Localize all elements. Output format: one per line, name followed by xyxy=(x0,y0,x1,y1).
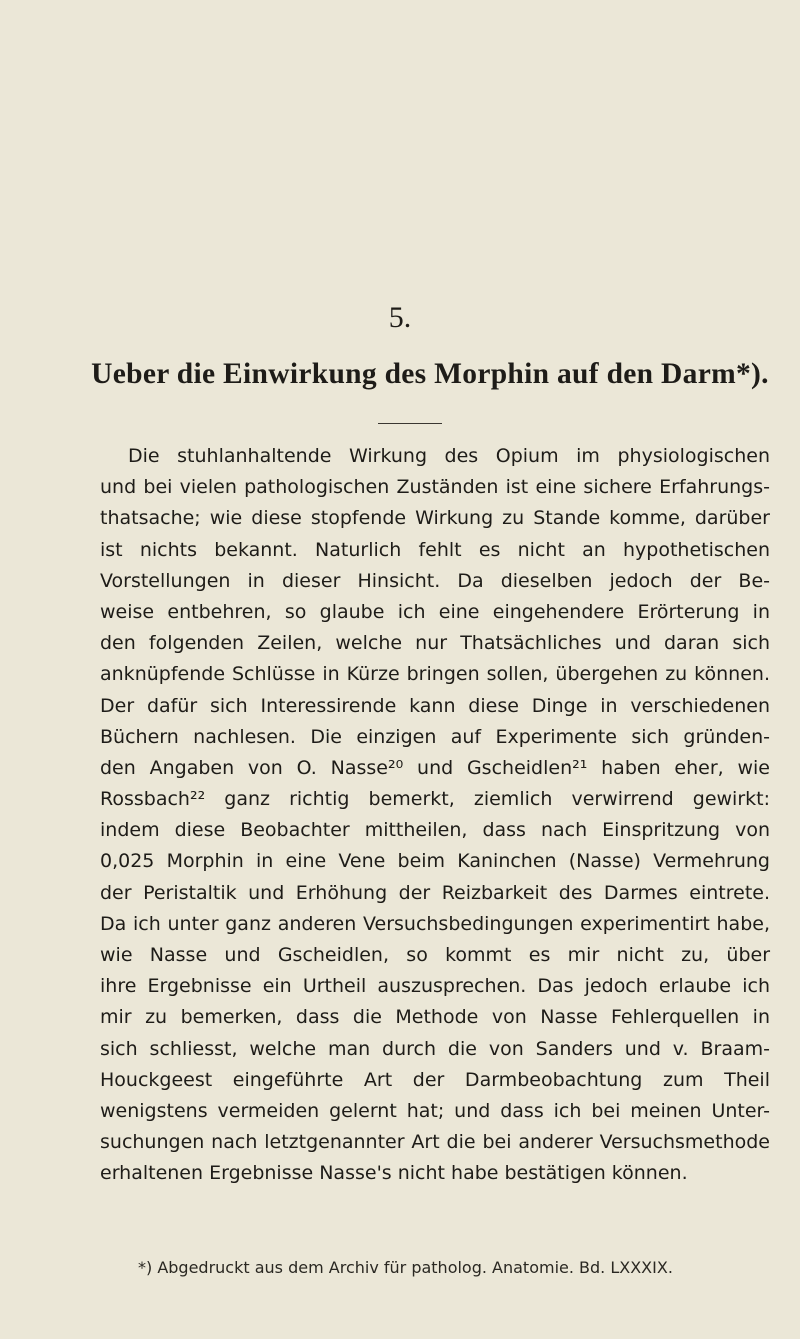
text-line: suchungen nach letztgenannter Art die bei anderer Versuchsmethode xyxy=(100,1131,770,1154)
text-line: Büchern nachlesen. Die einzigen auf Experimente sich gründen- xyxy=(100,725,770,748)
footnote: *) Abgedruckt aus dem Archiv für patholog. Anatomie. Bd. LXXXIX. xyxy=(138,1258,673,1277)
text-line: der Peristaltik und Erhöhung der Reizbarkeit des Darmes eintrete. xyxy=(100,881,770,904)
text-line: ist nichts bekannt. Naturlich fehlt es nicht an hypothetischen xyxy=(100,538,770,561)
text-line: den folgenden Zeilen, welche nur Thatsächliches und daran sich xyxy=(100,632,770,655)
text-line: sich schliesst, welche man durch die von Sanders und v. Braam- xyxy=(100,1037,770,1060)
text-line: Houckgeest eingeführte Art der Darmbeobachtung zum Theil xyxy=(100,1068,770,1091)
text-line: mir zu bemerken, dass die Methode von Nasse Fehlerquellen in xyxy=(100,1006,770,1029)
text-line: Die stuhlanhaltende Wirkung des Opium im physiologischen xyxy=(128,445,770,467)
title-divider xyxy=(378,423,442,424)
text-line: 0,025 Morphin in eine Vene beim Kaninchen (Nasse) Vermehrung xyxy=(100,850,770,873)
text-line: indem diese Beobachter mittheilen, dass nach Einspritzung von xyxy=(100,819,770,842)
section-number: 5. xyxy=(388,301,412,334)
text-line: Der dafür sich Interessirende kann diese Dinge in verschiedenen xyxy=(100,694,770,717)
text-line: weise entbehren, so glaube ich eine eingehendere Erörterung in xyxy=(100,600,770,623)
text-line: wie Nasse und Gscheidlen, so kommt es mir nicht zu, über xyxy=(100,944,770,966)
text-line: Vorstellungen in dieser Hinsicht. Da dieselben jedoch der Be- xyxy=(100,569,770,592)
text-line: erhaltenen Ergebnisse Nasse's nicht habe bestätigen können. xyxy=(100,1162,688,1185)
body-paragraph xyxy=(100,441,770,1190)
text-line: Da ich unter ganz anderen Versuchsbedingungen experimentirt habe, xyxy=(100,912,770,935)
text-line: anknüpfende Schlüsse in Kürze bringen sollen, übergehen zu können. xyxy=(100,663,770,686)
text-line: und bei vielen pathologischen Zuständen ist eine sichere Erfahrungs- xyxy=(100,476,770,499)
text-line: Rossbach²² ganz richtig bemerkt, ziemlich verwirrend gewirkt: xyxy=(100,788,770,811)
text-line: den Angaben von O. Nasse²⁰ und Gscheidlen²¹ haben eher, wie xyxy=(100,756,770,779)
text-line: wenigstens vermeiden gelernt hat; und dass ich bei meinen Unter- xyxy=(100,1099,770,1122)
chapter-title: Ueber die Einwirkung des Morphin auf den Darm*). xyxy=(91,358,769,390)
text-line: ihre Ergebnisse ein Urtheil auszusprechen. Das jedoch erlaube ich xyxy=(100,975,770,998)
text-line: thatsache; wie diese stopfende Wirkung zu Stande komme, darüber xyxy=(100,507,770,530)
